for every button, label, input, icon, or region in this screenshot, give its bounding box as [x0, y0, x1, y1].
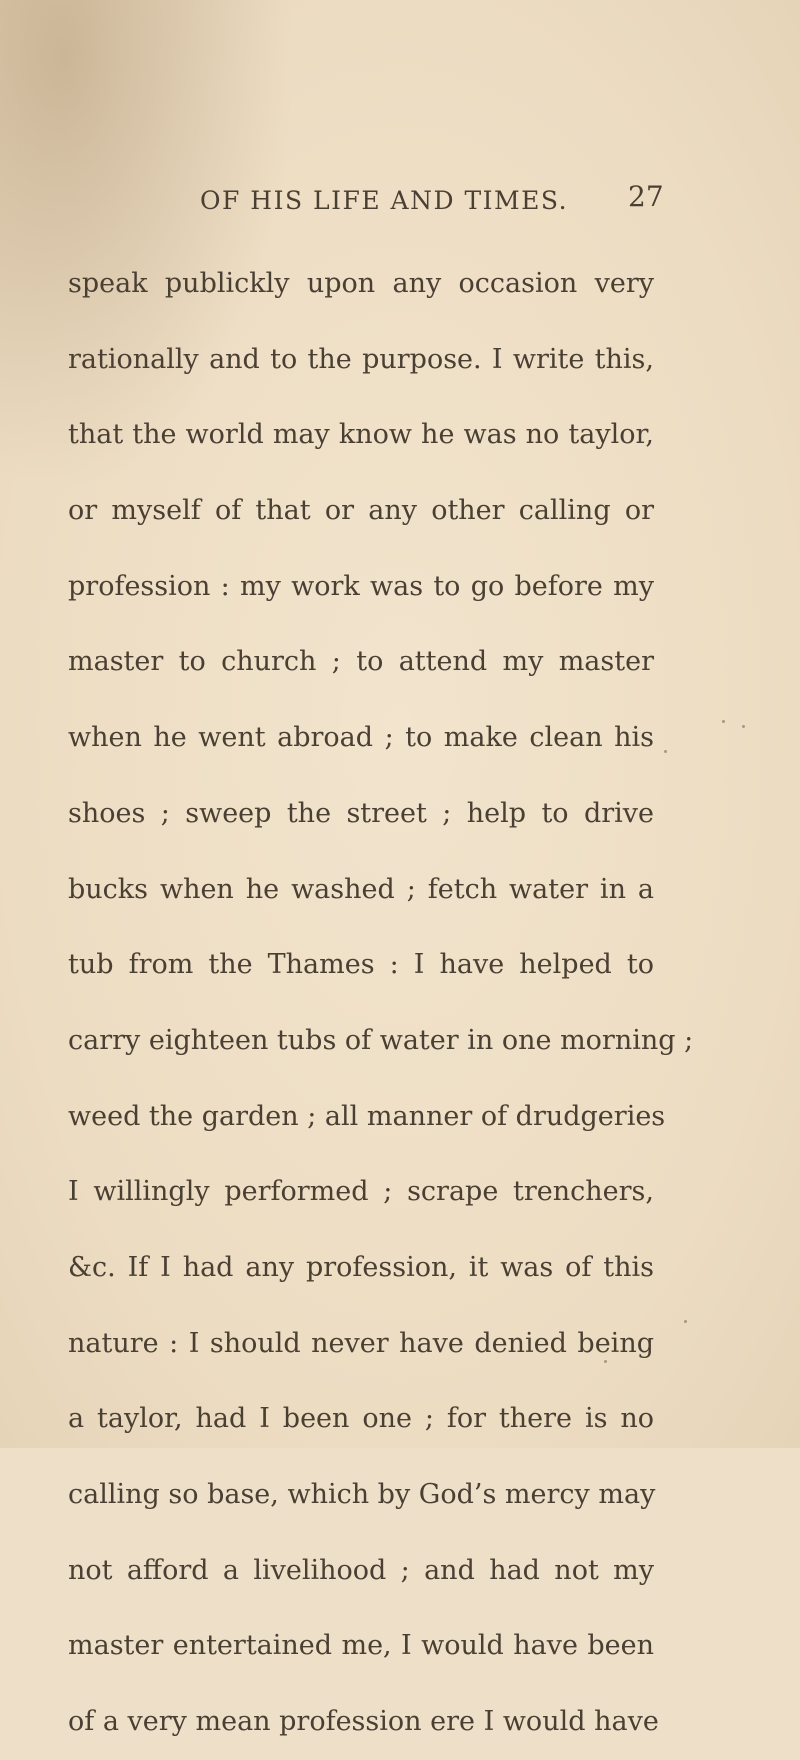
text-line: &c. If I had any profession, it was of this — [68, 1251, 654, 1283]
paper-fleck — [684, 1320, 687, 1323]
text-line: calling so base, which by God’s mercy may — [68, 1479, 656, 1510]
text-line: bucks when he washed ; fetch water in a — [68, 873, 654, 905]
paper-fleck — [604, 1360, 607, 1363]
running-head — [0, 180, 800, 226]
text-line: weed the garden ; all manner of drudgeries — [68, 1100, 666, 1132]
running-head-title: OF HIS LIFE AND TIMES. — [200, 186, 569, 215]
text-line: carry eighteen tubs of water in one morning ; — [68, 1024, 694, 1056]
text-line: speak publickly upon any occasion very — [68, 268, 654, 299]
paper-fleck — [722, 720, 725, 723]
text-line: that the world may know he was no taylor, — [68, 419, 654, 451]
text-line: when he went abroad ; to make clean his — [68, 722, 654, 754]
text-line: a taylor, had I been one ; for there is no — [68, 1403, 654, 1435]
text-line: I willingly performed ; scrape trenchers, — [68, 1176, 654, 1208]
body-text — [68, 246, 694, 1760]
text-line: shoes ; sweep the street ; help to drive — [68, 797, 654, 829]
text-line: not afford a livelihood ; and had not my — [68, 1554, 654, 1586]
text-line: or myself of that or any other calling or — [68, 495, 654, 527]
text-line: tub from the Thames : I have helped to — [68, 949, 654, 981]
text-line: rationally and to the purpose. I write this, — [68, 343, 654, 375]
paper-fleck — [664, 750, 667, 753]
page-number: 27 — [628, 180, 664, 213]
text-line: nature : I should never have denied being — [68, 1327, 654, 1359]
text-line: master entertained me, I would have been — [68, 1630, 654, 1662]
paper-fleck — [742, 725, 745, 728]
text-line: profession : my work was to go before my — [68, 570, 654, 602]
text-line: master to church ; to attend my master — [68, 646, 654, 678]
text-line: of a very mean profession ere I would have — [68, 1706, 659, 1738]
